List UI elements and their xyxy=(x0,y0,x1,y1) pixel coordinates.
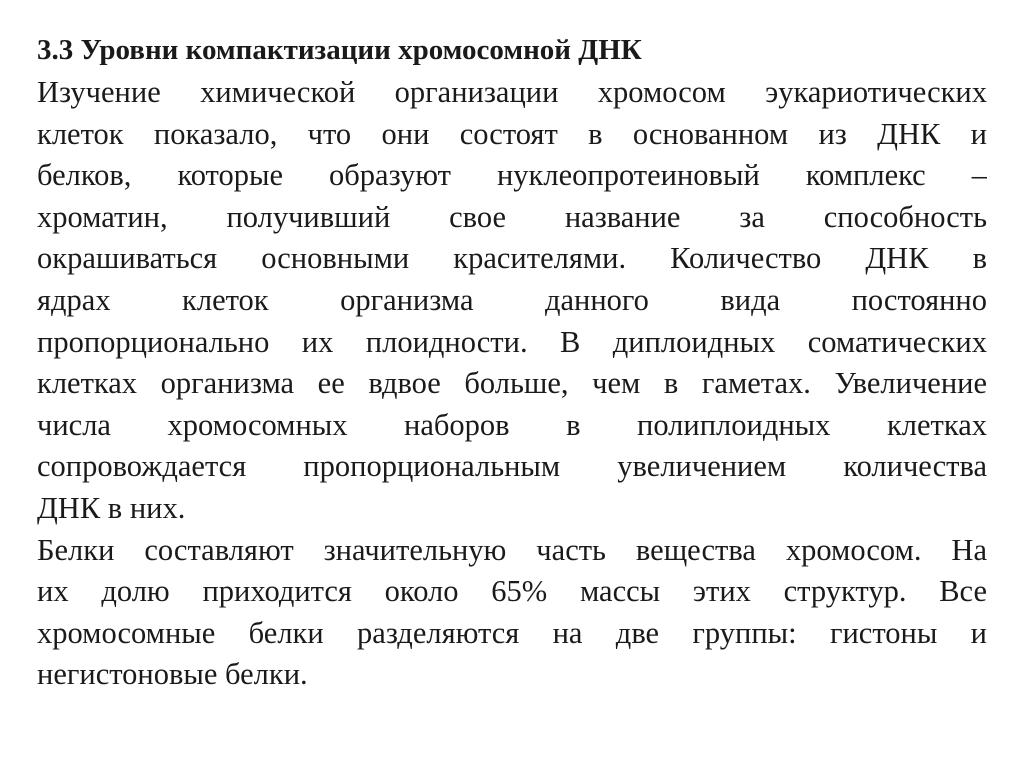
paragraph-1-line: ДНК в них. xyxy=(37,490,186,525)
paragraph-1-line: клетках организма ее вдвое больше, чем в гаметах. Увеличение xyxy=(37,366,987,401)
paragraph-1-line: окрашиваться основными красителями. Количество ДНК в xyxy=(37,241,987,276)
section-title: 3.3 Уровни компактизации хромосомной ДНК xyxy=(37,34,642,66)
paragraph-1-line: сопровождается пропорциональным увеличением количества xyxy=(37,449,987,484)
paragraph-2-line: хромосомные белки разделяются на две группы: гистоны и xyxy=(37,615,987,650)
paragraph-1-line: Изучение химической организации хромосом эукариотических xyxy=(37,75,987,109)
paragraph-1-line: пропорционально их плоидности. В диплоидных соматических xyxy=(37,324,987,359)
paragraph-1 xyxy=(37,72,987,530)
paragraph-1-line: числа хромосомных наборов в полиплоидных клетках xyxy=(37,407,987,442)
slide-content xyxy=(37,28,987,696)
paragraph-2 xyxy=(37,530,987,696)
paragraph-1-line: хроматин, получивший свое название за способность xyxy=(37,199,987,234)
paragraph-2-line: их долю приходится около 65% массы этих структур. Все xyxy=(37,574,987,609)
paragraph-1-line: ядрах клеток организма данного вида постоянно xyxy=(37,282,987,317)
paragraph-2-line: негистоновые белки. xyxy=(37,657,308,692)
paragraph-1-line: белков, которые образуют нуклеопротеиновый комплекс – xyxy=(37,158,987,193)
paragraph-2-line: Белки составляют значительную часть вещества хромосом. На xyxy=(37,532,987,567)
paragraph-1-line: клеток показало, что они состоят в основанном из ДНК и xyxy=(37,116,987,151)
